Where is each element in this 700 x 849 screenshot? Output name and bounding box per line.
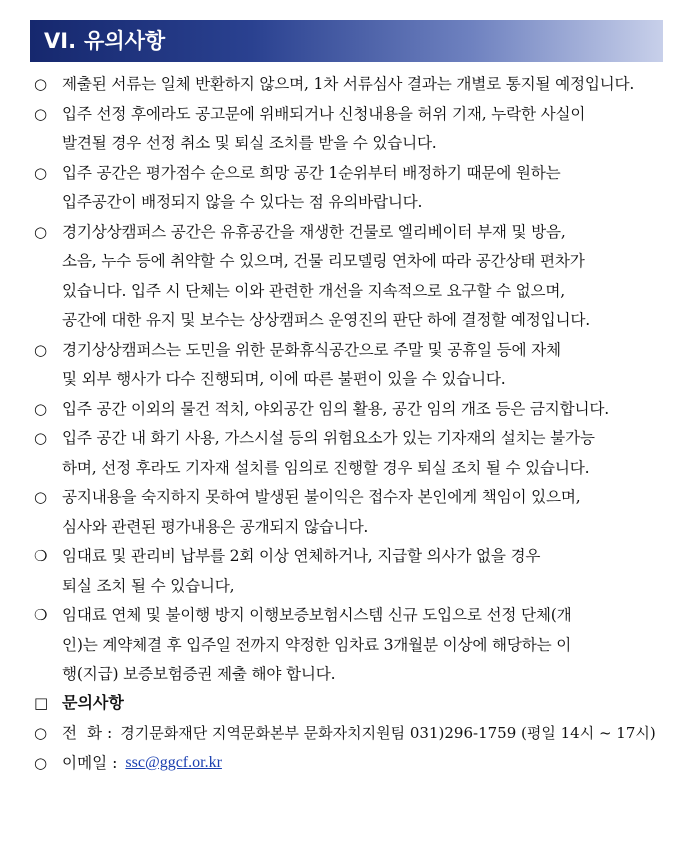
bullet-icon: ○ [34, 724, 48, 742]
bullet-icon: ○ [34, 340, 47, 359]
bullet-icon: ❍ [34, 547, 48, 565]
notice-text: 입주 공간은 평가점수 순으로 희망 공간 1순위부터 배정하기 때문에 원하는 입주공간이 배정되지 않을 수 있다는 점 유의바랍니다. [62, 163, 561, 211]
notice-item [34, 159, 674, 218]
bullet-icon: ○ [34, 429, 47, 447]
phone-value: 경기문화재단 지역문화본부 문화자치지원팀 031)296-1759 (평일 14시 ~ 17시) [120, 724, 656, 742]
notice-text: 입주 공간 내 화기 사용, 가스시설 등의 위험요소가 있는 기자재의 설치는 불가능 하며, 선정 후라도 기자재 설치를 임의로 진행할 경우 퇴실 조치 될 수 있습니다. [62, 429, 595, 477]
notice-text: 임대료 연체 및 불이행 방지 이행보증보험시스템 신규 도입으로 선정 단체(개 인)는 계약체결 후 입주일 전까지 약정한 임차료 3개월분 이상에 해당하는 이 행(지급) 보증보험증권 제출 해야 합니다. [62, 606, 572, 683]
notice-item [34, 601, 674, 690]
notice-list [34, 70, 674, 690]
notice-text: 경기상상캠퍼스 공간은 유휴공간을 재생한 건물로 엘리베이터 부재 및 방음, 소음, 누수 등에 취약할 수 있으며, 건물 리모델링 연차에 따라 공간상태 편차가 있습니다. 입주 시 단체는 이와 관련한 개선을 지속적으로 요구할 수 없으며, 공간에 대한 유지 및 보수는 상상캠퍼스 운영진의 판단 하에 결정할 예정입니다. [62, 222, 590, 329]
notice-item [34, 424, 674, 483]
bullet-icon: ○ [34, 488, 47, 506]
section-number: VI. [44, 29, 77, 53]
phone-label: 전 화 : [62, 724, 113, 742]
bullet-icon: ○ [34, 163, 47, 182]
bullet-icon: ❍ [34, 606, 48, 624]
notice-text: 입주 공간 이외의 물건 적치, 야외공간 임의 활용, 공간 임의 개조 등은 금지합니다. [62, 399, 609, 418]
checkbox-square-icon: □ [34, 694, 49, 712]
contact-title: 문의사항 [62, 693, 124, 712]
email-row [34, 748, 674, 778]
notice-item [34, 542, 674, 601]
email-label: 이메일 : [62, 754, 118, 772]
notice-item [34, 70, 674, 100]
notice-text: 공지내용을 숙지하지 못하여 발생된 불이익은 접수자 본인에게 책임이 있으며, 심사와 관련된 평가내용은 공개되지 않습니다. [62, 488, 581, 536]
notice-item [34, 483, 674, 542]
section-title: 유의사항 [84, 29, 166, 53]
phone-row [34, 718, 674, 748]
bullet-icon: ○ [34, 754, 48, 772]
section-header [30, 20, 663, 62]
bullet-icon: ○ [34, 104, 47, 123]
bullet-icon: ○ [34, 222, 47, 241]
notice-item [34, 100, 674, 159]
notice-text: 임대료 및 관리비 납부를 2회 이상 연체하거나, 지급할 의사가 없을 경우 퇴실 조치 될 수 있습니다, [62, 547, 541, 595]
notice-item [34, 395, 674, 425]
notice-text: 경기상상캠퍼스는 도민을 위한 문화휴식공간으로 주말 및 공휴일 등에 자체 및 외부 행사가 다수 진행되며, 이에 따른 불편이 있을 수 있습니다. [62, 340, 561, 388]
contact-title-row [34, 688, 674, 718]
notice-text: 입주 선정 후에라도 공고문에 위배되거나 신청내용을 허위 기재, 누락한 사실이 발견될 경우 선정 취소 및 퇴실 조치를 받을 수 있습니다. [62, 104, 586, 152]
bullet-icon: ○ [34, 399, 47, 418]
bullet-icon: ○ [34, 75, 47, 93]
notice-item [34, 218, 674, 336]
notice-text: 제출된 서류는 일체 반환하지 않으며, 1차 서류심사 결과는 개별로 통지될 예정입니다. [62, 75, 635, 93]
email-link[interactable]: ssc@ggcf.or.kr [125, 754, 222, 771]
contact-section [34, 688, 674, 778]
notice-item [34, 336, 674, 395]
